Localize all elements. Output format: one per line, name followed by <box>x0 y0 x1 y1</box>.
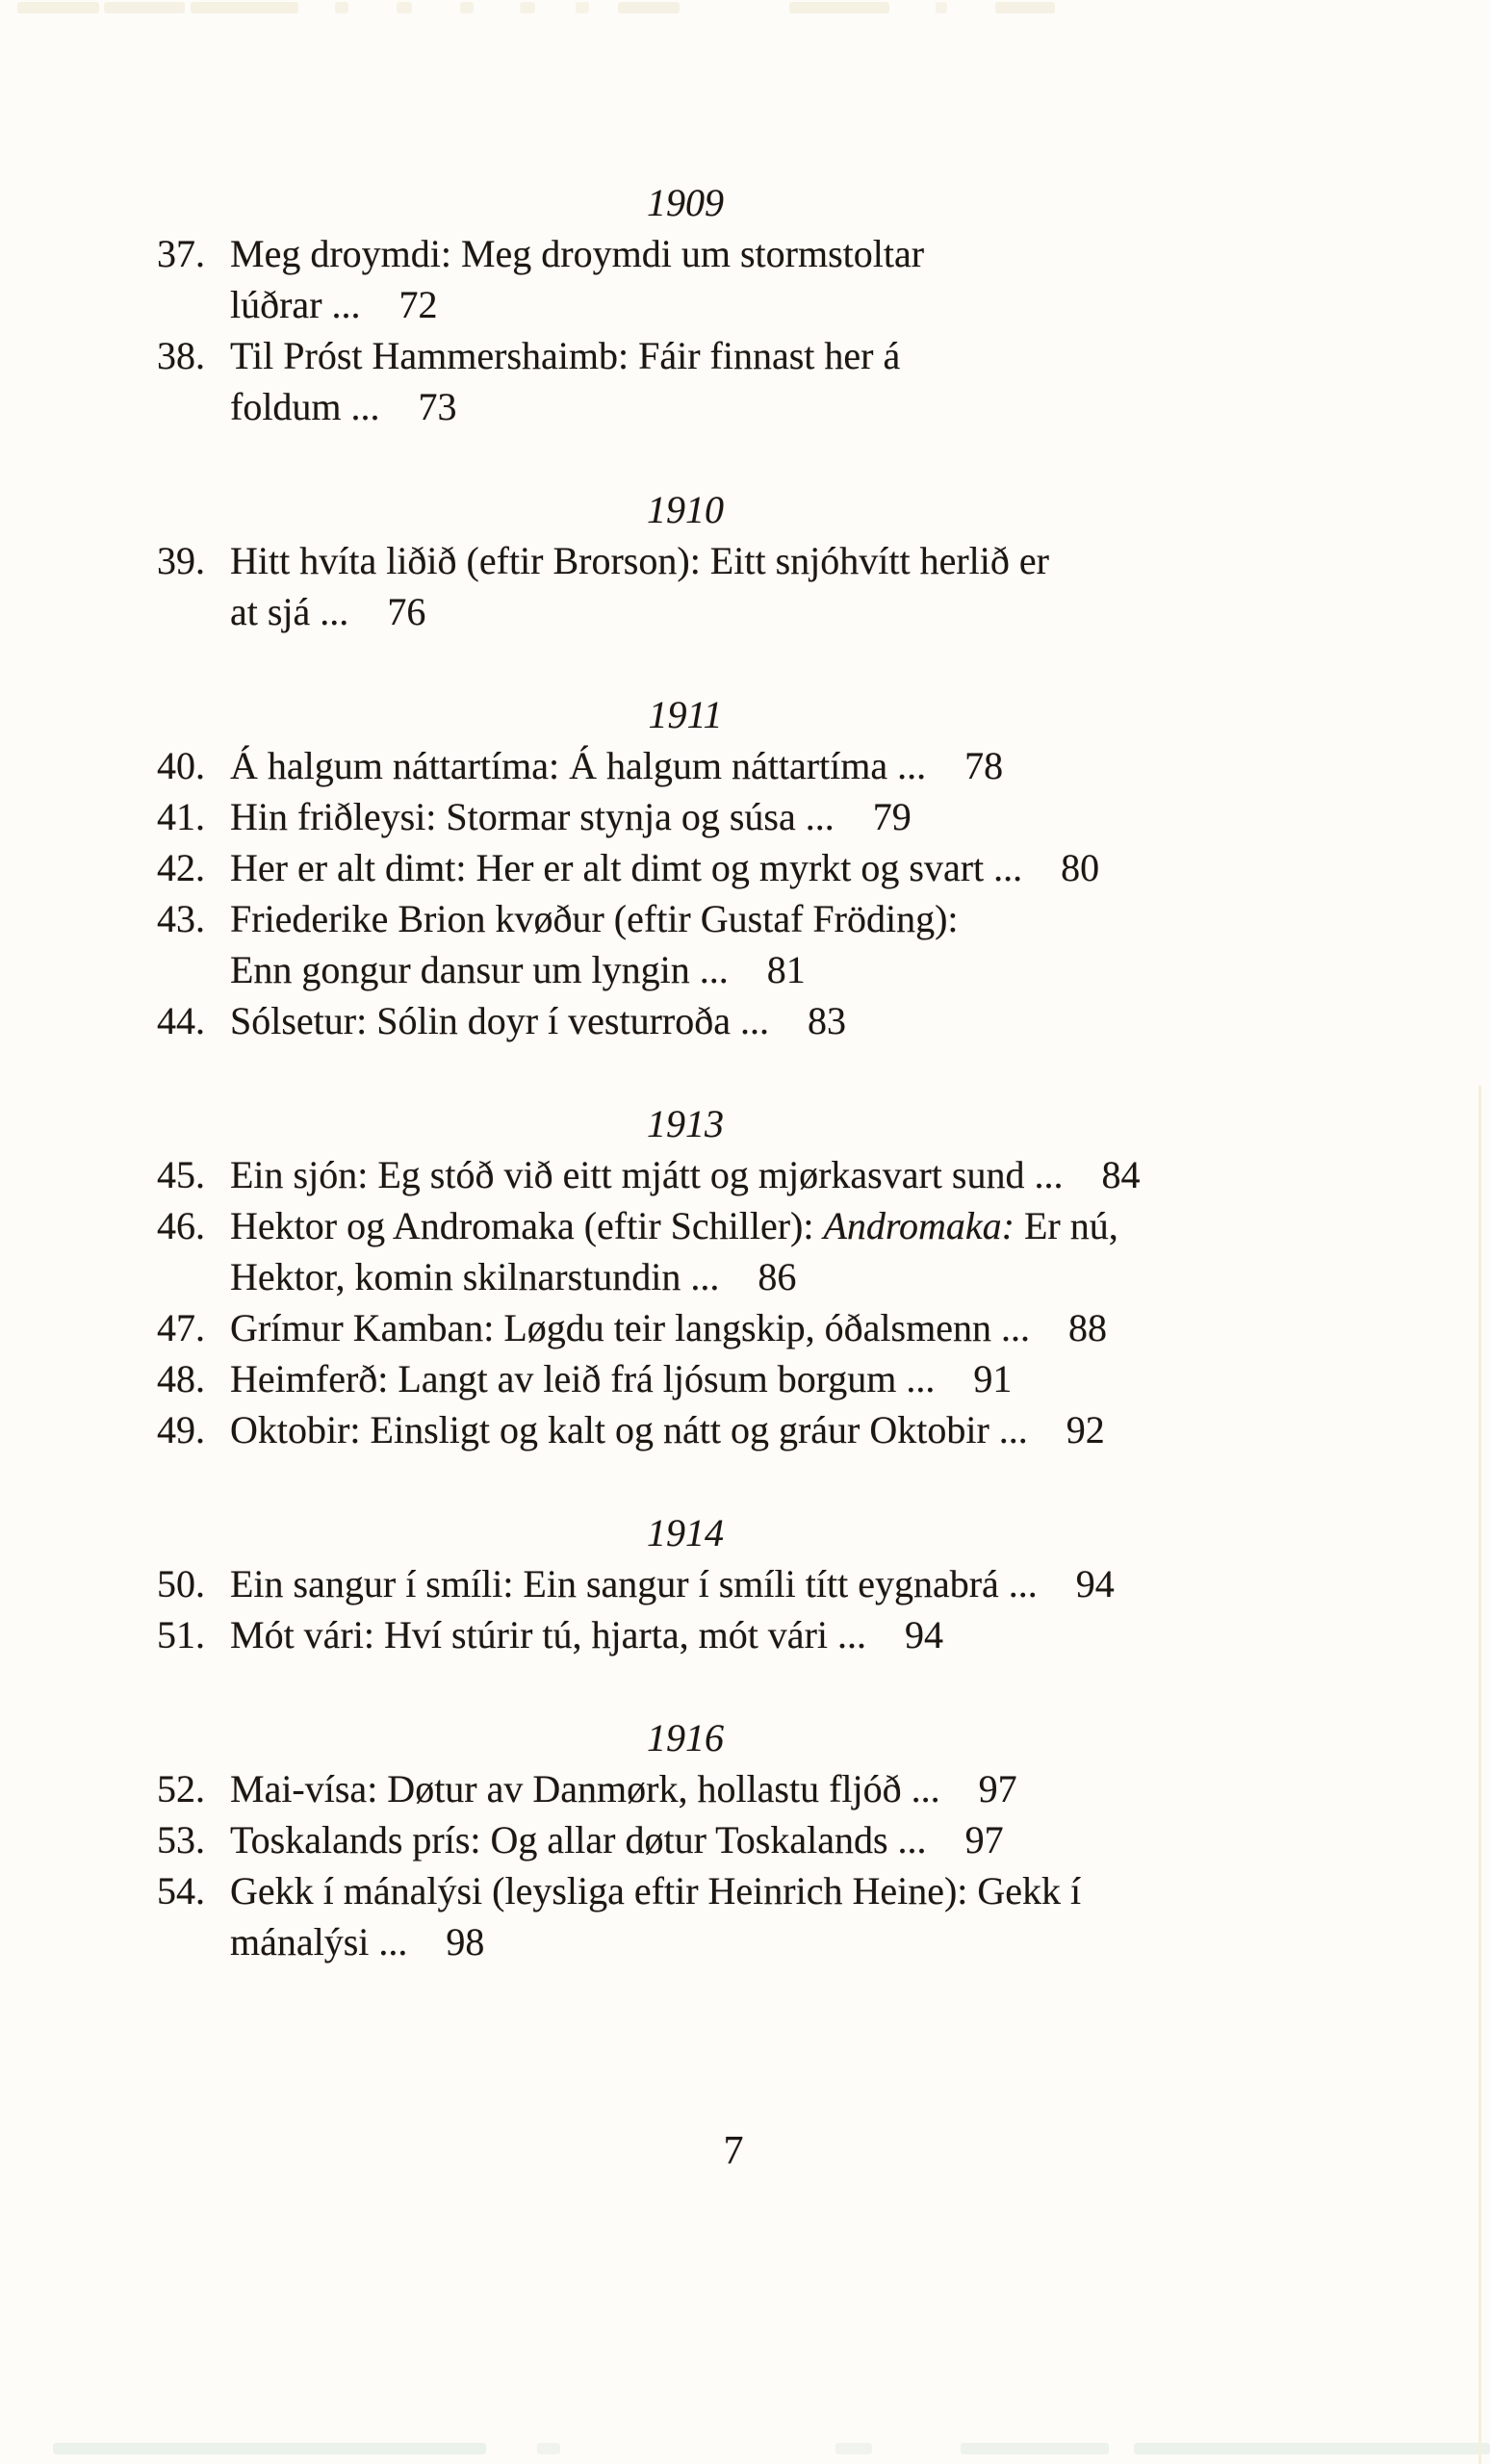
toc-entry <box>157 740 1237 791</box>
entry-page-ref: 73 <box>418 385 457 428</box>
entry-text: Mót vári: Hví stúrir tú, hjarta, mót vári ... <box>230 1613 866 1656</box>
entry-text: foldum ... <box>230 385 380 428</box>
toc-entry <box>157 1404 1237 1455</box>
toc-entry <box>157 1763 1237 1814</box>
entry-page-ref: 86 <box>758 1255 797 1298</box>
toc-entry <box>157 535 1237 637</box>
entry-line <box>230 740 1237 791</box>
toc-entry <box>157 330 1237 432</box>
entry-line <box>230 1763 1237 1814</box>
toc-entry <box>157 791 1237 842</box>
entry-number: 44. <box>157 999 205 1042</box>
entry-number: 53. <box>157 1818 205 1861</box>
entry-line <box>230 791 1237 842</box>
scan-smudge <box>1134 2443 1490 2454</box>
scan-smudge <box>961 2443 1109 2454</box>
scan-smudge <box>835 2443 872 2454</box>
toc-section <box>157 1712 1237 1967</box>
entry-page-ref: 78 <box>964 744 1004 787</box>
entry-number: 51. <box>157 1613 205 1656</box>
scan-smudge <box>17 2 99 13</box>
entry-number: 43. <box>157 897 205 940</box>
entry-page-ref: 81 <box>766 948 806 991</box>
entry-text: Enn gongur dansur um lyngin ... <box>230 948 729 991</box>
entry-line <box>230 279 1237 330</box>
entry-page-ref: 83 <box>807 999 846 1042</box>
toc-section <box>157 1507 1237 1660</box>
entry-line <box>230 381 1237 432</box>
entry-text: Gekk í mánalýsi (leysliga eftir Heinrich Heine): Gekk í <box>230 1869 1082 1912</box>
toc-entry <box>157 228 1237 330</box>
entry-text: lúðrar ... <box>230 283 361 326</box>
entry-text: Grímur Kamban: Løgdu teir langskip, óðalsmenn ... <box>230 1306 1030 1349</box>
entry-line <box>230 1609 1237 1660</box>
entry-text: Oktobir: Einsligt og kalt og nátt og gráur Oktobir ... <box>230 1408 1028 1451</box>
entry-page-ref: 97 <box>978 1767 1017 1810</box>
entry-line <box>230 893 1237 944</box>
entry-page-ref: 91 <box>973 1357 1013 1400</box>
entry-page-ref: 97 <box>964 1818 1004 1861</box>
year-heading: 1911 <box>648 693 723 736</box>
table-of-contents <box>157 0 1237 1967</box>
toc-entry <box>157 1609 1237 1660</box>
entry-line <box>230 330 1237 381</box>
scan-smudge <box>53 2443 486 2454</box>
toc-section <box>157 689 1237 1046</box>
page-number: 7 <box>723 2129 744 2173</box>
entry-line <box>230 1200 1237 1251</box>
entry-page-ref: 84 <box>1101 1153 1141 1196</box>
entry-number: 46. <box>157 1204 205 1247</box>
entry-text: Til Próst Hammershaimb: Fáir finnast her á <box>230 334 901 377</box>
entry-number: 40. <box>157 744 205 787</box>
page-edge-line <box>1478 1086 1481 2464</box>
entry-line <box>230 1353 1237 1404</box>
entry-line <box>230 995 1237 1046</box>
entry-page-ref: 79 <box>872 795 912 838</box>
year-heading: 1916 <box>647 1716 724 1759</box>
entry-text: Hitt hvíta liðið (eftir Brorson): Eitt snjóhvítt herlið er <box>230 539 1049 582</box>
entry-number: 39. <box>157 539 205 582</box>
entry-number: 48. <box>157 1357 205 1400</box>
entry-page-ref: 92 <box>1066 1408 1105 1451</box>
entry-line <box>230 1916 1237 1967</box>
entry-page-ref: 76 <box>387 590 426 633</box>
toc-entry <box>157 1865 1237 1967</box>
scan-smudge <box>537 2443 560 2454</box>
entry-line <box>230 944 1237 995</box>
entry-number: 37. <box>157 232 205 275</box>
year-heading: 1910 <box>647 488 724 531</box>
year-heading: 1909 <box>647 181 724 224</box>
entry-text: mánalýsi ... <box>230 1920 408 1964</box>
entry-number: 50. <box>157 1562 205 1605</box>
entry-text: Mai-vísa: Døtur av Danmørk, hollastu fljóð ... <box>230 1767 940 1810</box>
toc-entry <box>157 1814 1237 1865</box>
toc-entry <box>157 1302 1237 1353</box>
entry-page-ref: 80 <box>1061 846 1100 889</box>
entry-line <box>230 1558 1237 1609</box>
entry-text: Friederike Brion kvøður (eftir Gustaf Fröding): <box>230 897 959 940</box>
entry-line <box>230 1251 1237 1302</box>
entry-number: 41. <box>157 795 205 838</box>
entry-line <box>230 228 1237 279</box>
entry-text: Hin friðleysi: Stormar stynja og súsa ... <box>230 795 835 838</box>
entry-page-ref: 88 <box>1067 1306 1107 1349</box>
entry-text: Toskalands prís: Og allar døtur Toskalands ... <box>230 1818 927 1861</box>
entry-line <box>230 1149 1237 1200</box>
toc-entry <box>157 1149 1237 1200</box>
entry-line <box>230 842 1237 893</box>
toc-entry <box>157 893 1237 995</box>
entry-text: Heimferð: Langt av leið frá ljósum borgum ... <box>230 1357 936 1400</box>
entry-number: 38. <box>157 334 205 377</box>
entry-number: 52. <box>157 1767 205 1810</box>
toc-section <box>157 1098 1237 1455</box>
year-heading: 1913 <box>647 1102 724 1145</box>
entry-page-ref: 94 <box>1075 1562 1115 1605</box>
entry-text: at sjá ... <box>230 590 349 633</box>
entry-text: Meg droymdi: Meg droymdi um stormstoltar <box>230 232 925 275</box>
toc-entry <box>157 995 1237 1046</box>
entry-line <box>230 535 1237 586</box>
entry-text: Sólsetur: Sólin doyr í vesturroða ... <box>230 999 769 1042</box>
toc-section <box>157 177 1237 432</box>
entry-number: 54. <box>157 1869 205 1912</box>
entry-number: 47. <box>157 1306 205 1349</box>
entry-text: Hektor og Andromaka (eftir Schiller): <box>230 1204 824 1247</box>
entry-line <box>230 586 1237 637</box>
entry-text: Her er alt dimt: Her er alt dimt og myrkt og svart ... <box>230 846 1023 889</box>
year-heading: 1914 <box>647 1511 724 1554</box>
entry-text: Ein sangur í smíli: Ein sangur í smíli títt eygnabrá ... <box>230 1562 1038 1605</box>
entry-page-ref: 94 <box>905 1613 943 1656</box>
entry-line <box>230 1404 1237 1455</box>
toc-section <box>157 484 1237 637</box>
entry-text: Hektor, komin skilnarstundin ... <box>230 1255 720 1298</box>
entry-line <box>230 1865 1237 1916</box>
entry-number: 42. <box>157 846 205 889</box>
toc-entry <box>157 842 1237 893</box>
entry-number: 49. <box>157 1408 205 1451</box>
entry-text: Er nú, <box>1014 1204 1118 1247</box>
entry-text: Á halgum náttartíma: Á halgum náttartíma ... <box>230 744 927 787</box>
entry-number: 45. <box>157 1153 205 1196</box>
entry-line <box>230 1302 1237 1353</box>
toc-entry <box>157 1200 1237 1302</box>
entry-text: Ein sjón: Eg stóð við eitt mjátt og mjørkasvart sund ... <box>230 1153 1064 1196</box>
entry-page-ref: 72 <box>398 283 438 326</box>
toc-entry <box>157 1353 1237 1404</box>
entry-page-ref: 98 <box>446 1920 485 1964</box>
entry-text: Andromaka: <box>823 1204 1015 1247</box>
toc-entry <box>157 1558 1237 1609</box>
scan-artifact-bottom <box>0 2441 1490 2460</box>
entry-line <box>230 1814 1237 1865</box>
